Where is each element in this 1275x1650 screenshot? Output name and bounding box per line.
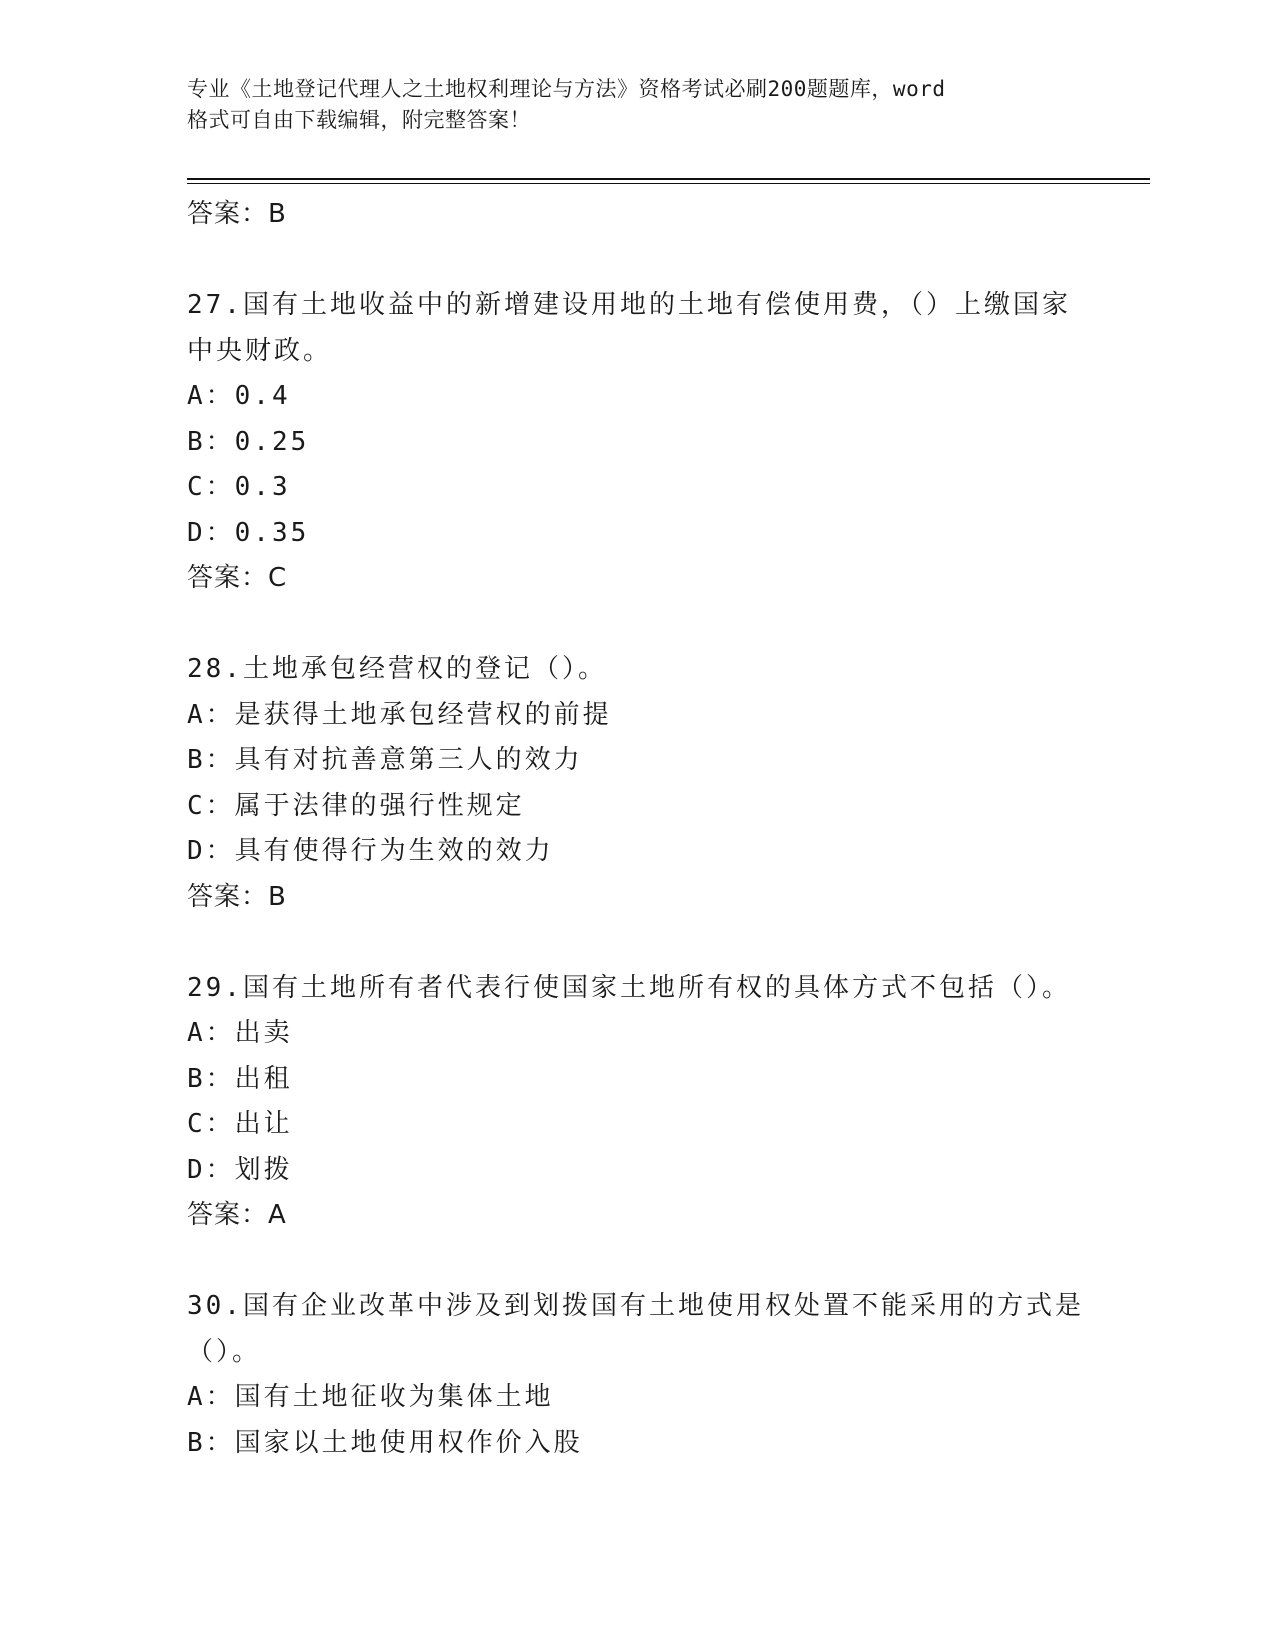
option-a: A：0.4 bbox=[187, 381, 291, 411]
option-b: B：出租 bbox=[187, 1063, 293, 1094]
spacer bbox=[187, 1239, 1087, 1285]
question-list bbox=[187, 192, 1087, 1466]
answer-line: 答案：B bbox=[187, 881, 287, 912]
header-divider-thin bbox=[187, 183, 1150, 184]
question-28-text: 28.土地承包经营权的登记（）。 bbox=[187, 654, 607, 684]
answer-line: 答案：B bbox=[187, 199, 287, 229]
option-c: C：0.3 bbox=[187, 472, 291, 502]
option-a: A：出卖 bbox=[187, 1018, 293, 1048]
header-line-2: 格式可自由下载编辑，附完整答案！ bbox=[187, 108, 531, 132]
option-a: A：国有土地征收为集体土地 bbox=[187, 1382, 554, 1412]
question-27-text: 27.国有土地收益中的新增建设用地的土地有偿使用费，（）上缴国家 bbox=[187, 290, 1071, 320]
question-27-text-cont: 中央财政。 bbox=[187, 335, 333, 366]
option-c: C：出让 bbox=[187, 1109, 293, 1139]
option-d: D：具有使得行为生效的效力 bbox=[187, 836, 554, 866]
spacer bbox=[187, 238, 1087, 284]
question-30-text: 30.国有企业改革中涉及到划拨国有土地使用权处置不能采用的方式是 bbox=[187, 1291, 1084, 1321]
document-header bbox=[187, 74, 1067, 136]
option-a: A：是获得土地承包经营权的前提 bbox=[187, 699, 612, 730]
option-d: D：划拨 bbox=[187, 1154, 293, 1185]
option-b: B：0.25 bbox=[187, 426, 310, 457]
option-c: C：属于法律的强行性规定 bbox=[187, 790, 525, 821]
question-29-text: 29.国有土地所有者代表行使国家土地所有权的具体方式不包括（）。 bbox=[187, 972, 1071, 1003]
header-line-1: 专业《土地登记代理人之土地权利理论与方法》资格考试必刷200题题库，word bbox=[187, 77, 946, 101]
spacer bbox=[187, 602, 1087, 648]
option-d: D：0.35 bbox=[187, 517, 310, 548]
question-30-text-cont: （）。 bbox=[187, 1336, 262, 1367]
option-b: B：国家以土地使用权作价入股 bbox=[187, 1427, 583, 1458]
answer-line: 答案：A bbox=[187, 1200, 287, 1230]
answer-line: 答案：C bbox=[187, 563, 288, 593]
option-b: B：具有对抗善意第三人的效力 bbox=[187, 745, 583, 775]
header-divider-thick bbox=[187, 178, 1150, 180]
spacer bbox=[187, 920, 1087, 966]
